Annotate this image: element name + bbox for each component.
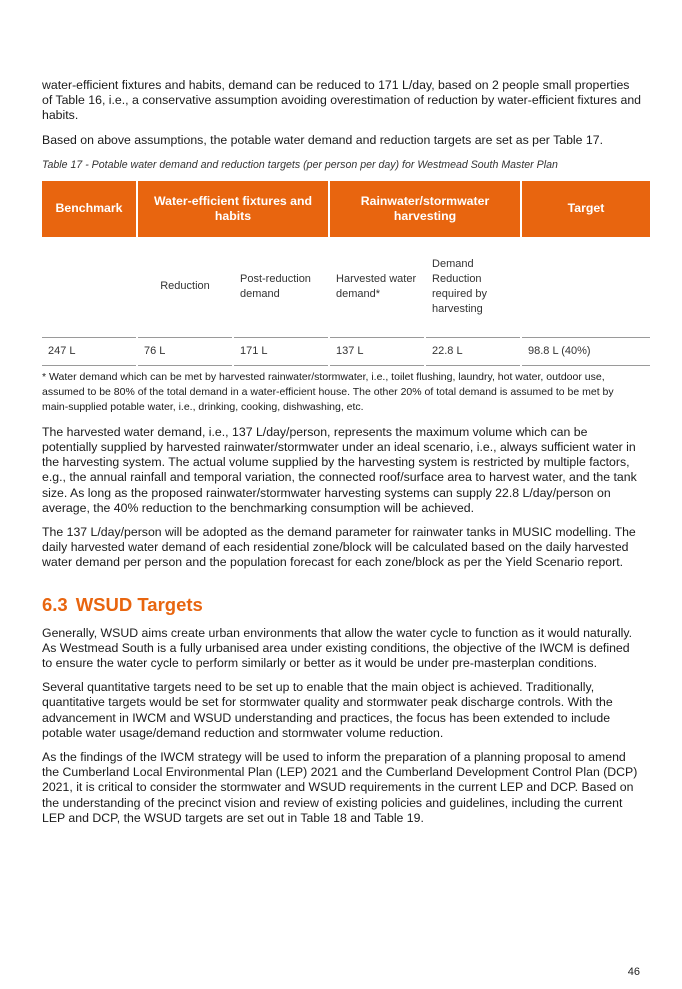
header-benchmark: Benchmark — [42, 181, 136, 237]
section-number: 6.3 — [42, 593, 68, 615]
header-harvesting: Rainwater/stormwater harvesting — [330, 181, 520, 237]
demand-targets-table — [40, 181, 652, 366]
table-caption: Table 17 - Potable water demand and reduction targets (per person per day) for Westmead South Master Plan — [42, 158, 558, 171]
harvested-paragraph: The harvested water demand, i.e., 137 L/day/person, represents the maximum volume which can be potentially supplied by harvested rainwater/stormwater under an ideal scenario, i.e., always sufficient water in the harvesting system. The actual volume supplied by the harvesting system is restricted by multiple factors, e.g., the annual rainfall and temporal variation, the connected roof/surface area to harvest water, and the tank size. As long as the proposed rainwater/stormwater harvesting systems can supply 22.8 L/day/person on average, the 40% reduction to the benchmarking consumption will be achieved. — [42, 424, 637, 515]
page-number: 46 — [627, 966, 640, 978]
assumption-paragraph: Based on above assumptions, the potable water demand and reduction targets are set as per Table 17. — [42, 132, 604, 147]
document-page — [42, 78, 642, 835]
section-paragraph: As the findings of the IWCM strategy will be used to inform the preparation of a planning proposal to amend the Cumberland Local Environmental Plan (LEP) 2021 and the Cumberland Development Control Plan (DCP) 2021, it is critical to consider the stormwater and WSUD requirements in the current LEP and DCP. Based on the understanding of the precinct vision and review of existing policies and guidelines, including the current LEP and DCP, the WSUD targets are set out in Table 18 and Table 19. — [42, 750, 638, 825]
section-heading — [42, 594, 642, 616]
section-title: WSUD Targets — [75, 593, 203, 615]
subheader-harvested: Harvested water demand* — [330, 237, 424, 338]
header-fixtures: Water-efficient fixtures and habits — [138, 181, 328, 237]
header-target: Target — [522, 181, 650, 237]
value-target: 98.8 L (40%) — [522, 338, 650, 366]
subheader-reduction: Reduction — [138, 237, 232, 338]
table-footnote: * Water demand which can be met by harvested rainwater/stormwater, i.e., toilet flushing, laundry, hot water, outdoor use, assumed to be 80% of the total demand in a water-efficient house. The other 20% of total demand is assumed to be met by main-supplied potable water, i.e., drinking, cooking, dishwashing, etc. — [42, 370, 614, 413]
subheader-empty-benchmark — [42, 237, 136, 338]
value-post-reduction: 171 L — [234, 338, 328, 366]
value-benchmark: 247 L — [42, 338, 136, 366]
value-harvested: 137 L — [330, 338, 424, 366]
music-paragraph: The 137 L/day/person will be adopted as the demand parameter for rainwater tanks in MUSIC modelling. The daily harvested water demand of each residential zone/block will be calculated based on the daily harvested water demand per person and the population forecast for each zone/block as per the Yield Scenario report. — [42, 525, 636, 570]
subheader-demand-reduction: Demand Reduction required by harvesting — [426, 237, 520, 338]
section-paragraph: Generally, WSUD aims create urban environments that allow the water cycle to function as it would naturally. As Westmead South is a fully urbanised area under existing conditions, the objective of the IWCM is defined to ensure the water cycle to perform similarly or better as it would be under pre-masterplan conditions. — [42, 625, 633, 671]
subheader-empty-target — [522, 237, 650, 338]
value-demand-reduction: 22.8 L — [426, 338, 520, 366]
section-paragraph: Several quantitative targets need to be set up to enable that the main object is achieved. Traditionally, quantitative targets would be set for stormwater quality and stormwater peak discharge controls. With the advancement in IWCM and WSUD understanding and practices, the focus has been extended to include potable water usage/demand reduction and stormwater volume reduction. — [42, 680, 613, 740]
value-reduction: 76 L — [138, 338, 232, 366]
subheader-post-reduction: Post-reduction demand — [234, 237, 328, 338]
intro-paragraph: water-efficient fixtures and habits, demand can be reduced to 171 L/day, based on 2 people small properties of Table 16, i.e., a conservative assumption avoiding overestimation of reduction by water-efficient fixtures and habits. — [42, 78, 642, 123]
